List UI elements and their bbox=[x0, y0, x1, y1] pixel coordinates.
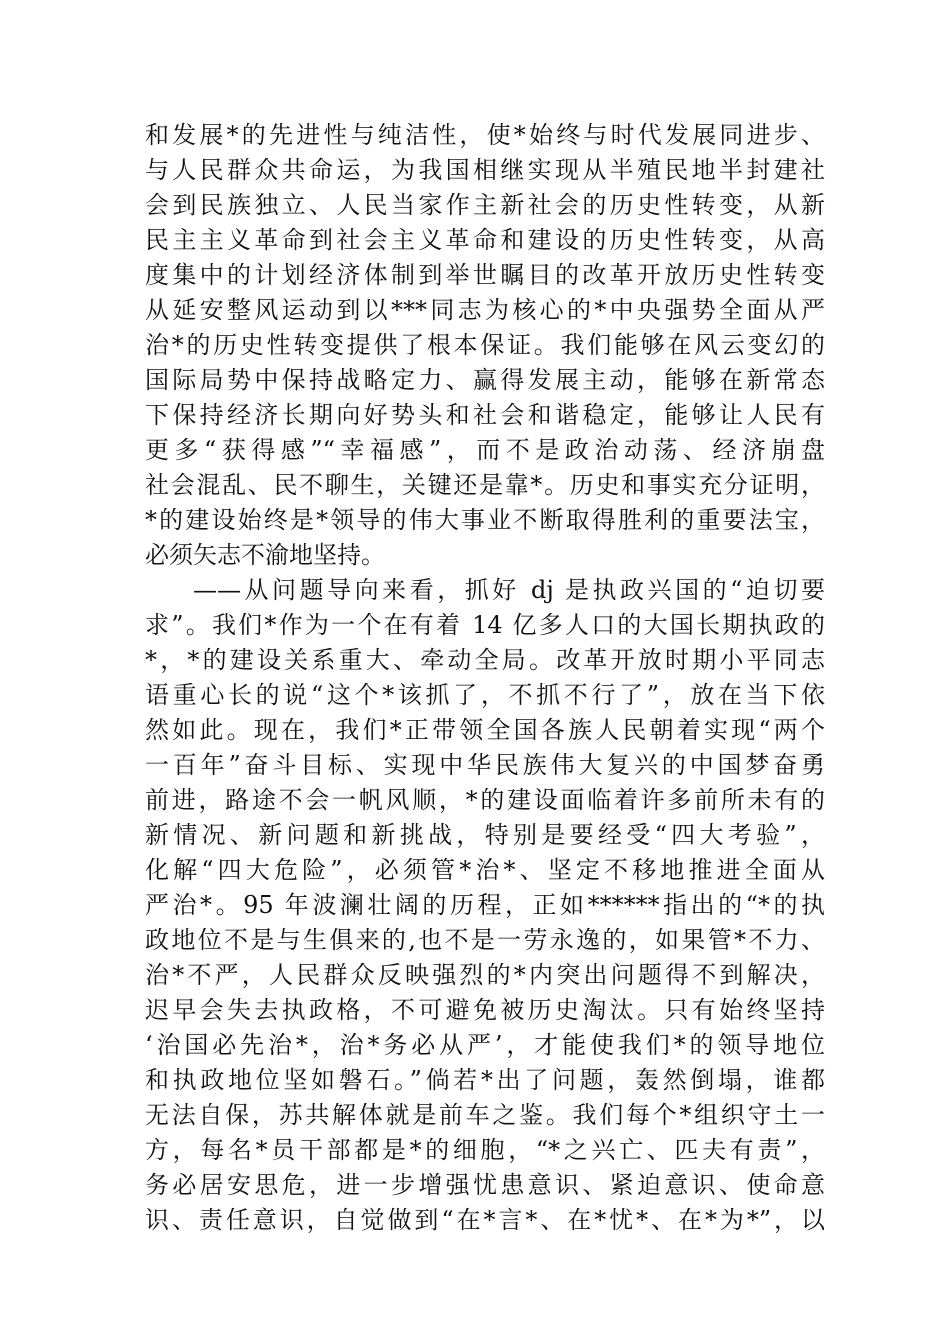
text-line: 迟早会失去执政格，不可避免被历史淘汰。只有始终坚持 bbox=[145, 996, 825, 1024]
text-line: ‘治国必先治*，治*务必从严’，才能使我们*的领导地位 bbox=[145, 1031, 825, 1059]
text-line: 与人民群众共命运，为我国相继实现从半殖民地半封建社 bbox=[145, 156, 825, 184]
text-line: 和执政地位坚如磐石。”倘若*出了问题，轰然倒塌，谁都 bbox=[145, 1066, 825, 1094]
text-line: 和发展*的先进性与纯洁性，使*始终与时代发展同进步、 bbox=[145, 121, 825, 149]
text-line: 语重心长的说“这个*该抓了，不抓不行了”，放在当下依 bbox=[145, 681, 825, 709]
text-line: 方，每名*员干部都是*的细胞，“*之兴亡、匹夫有责”， bbox=[145, 1136, 825, 1164]
text-line: 度集中的计划经济体制到举世瞩目的改革开放历史性转变 bbox=[145, 261, 825, 289]
text-line: 严治*。95 年波澜壮阔的历程，正如******指出的“*的执 bbox=[145, 891, 825, 919]
text-line: 化解“四大危险”，必须管*治*、坚定不移地推进全面从 bbox=[145, 856, 825, 884]
text-line: 无法自保，苏共解体就是前车之鉴。我们每个*组织守土一 bbox=[145, 1101, 825, 1129]
text-line: *，*的建设关系重大、牵动全局。改革开放时期小平同志 bbox=[145, 646, 825, 674]
text-line: 更多“获得感”“幸福感”，而不是政治动荡、经济崩盘 bbox=[145, 436, 825, 464]
text-line: 下保持经济长期向好势头和社会和谐稳定，能够让人民有 bbox=[145, 401, 825, 429]
text-line: 会到民族独立、人民当家作主新社会的历史性转变，从新 bbox=[145, 191, 825, 219]
text-line: 政地位不是与生俱来的,也不是一劳永逸的，如果管*不力、 bbox=[145, 926, 825, 954]
text-line: 然如此。现在，我们*正带领全国各族人民朝着实现“两个 bbox=[145, 716, 825, 744]
text-line: 从延安整风运动到以***同志为核心的*中央强势全面从严 bbox=[145, 296, 825, 324]
text-line: 求”。我们*作为一个在有着 14 亿多人口的大国长期执政的 bbox=[145, 611, 825, 639]
text-line: ——从问题导向来看，抓好 dj 是执政兴国的“迫切要 bbox=[193, 576, 825, 604]
text-line: 务必居安思危，进一步增强忧患意识、紧迫意识、使命意 bbox=[145, 1171, 825, 1199]
text-line: 社会混乱、民不聊生，关键还是靠*。历史和事实充分证明， bbox=[145, 471, 825, 499]
text-line: 识、责任意识，自觉做到“在*言*、在*忧*、在*为*”，以 bbox=[145, 1206, 825, 1234]
text-line: 治*不严，人民群众反映强烈的*内突出问题得不到解决， bbox=[145, 961, 825, 989]
text-line: 前进，路途不会一帆风顺，*的建设面临着许多前所未有的 bbox=[145, 786, 825, 814]
text-line: 民主主义革命到社会主义革命和建设的历史性转变，从高 bbox=[145, 226, 825, 254]
text-line: 新情况、新问题和新挑战，特别是要经受“四大考验”， bbox=[145, 821, 825, 849]
text-line: 治*的历史性转变提供了根本保证。我们能够在风云变幻的 bbox=[145, 331, 825, 359]
text-line: 必须矢志不渝地坚持。 bbox=[145, 541, 385, 569]
text-line: 一百年”奋斗目标、实现中华民族伟大复兴的中国梦奋勇 bbox=[145, 751, 825, 779]
text-line: 国际局势中保持战略定力、赢得发展主动，能够在新常态 bbox=[145, 366, 825, 394]
text-line: *的建设始终是*领导的伟大事业不断取得胜利的重要法宝， bbox=[145, 506, 825, 534]
